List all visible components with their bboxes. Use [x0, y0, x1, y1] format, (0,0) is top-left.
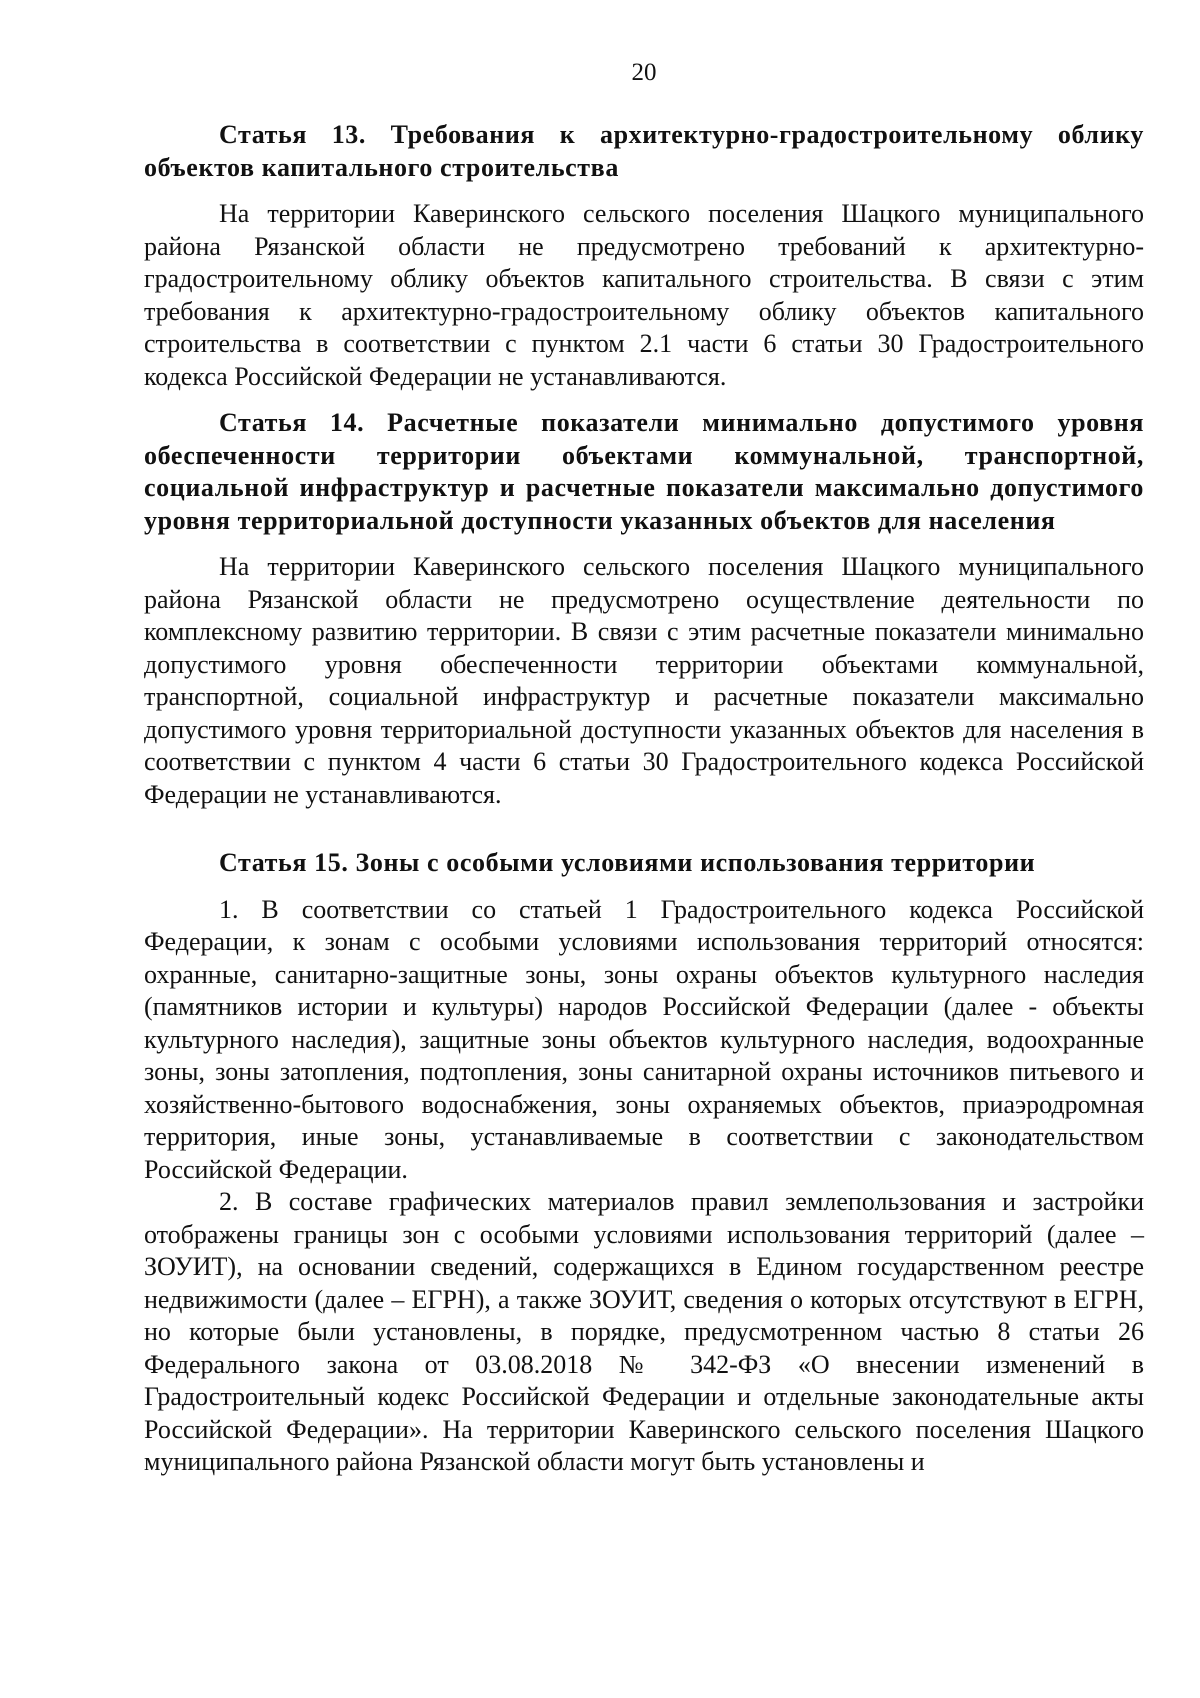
page-number: 20	[631, 59, 657, 86]
article-13-paragraph: На территории Каверинского сельского поселения Шацкого муниципального района Рязанской области не предусмотрено требований к архитектурно-градостроительному облику объектов капитального строительства. В связи с этим требования к архитектурно-градостроительному облику объектов капитального строительства в соответствии с пунктом 2.1 части 6 статьи 30 Градостроительного кодекса Российской Федерации не устанавливаются.	[144, 199, 1144, 391]
article-14	[144, 407, 1144, 811]
article-13-heading: Статья 13. Требования к архитектурно-градостроительному облику объектов капитального строительства	[144, 120, 1144, 182]
article-15-paragraph-2: 2. В составе графических материалов правил землепользования и застройки отображены границы зон с особыми условиями использования территорий (далее – ЗОУИТ), на основании сведений, содержащихся в Едином государственном реестре недвижимости (далее – ЕГРН), а также ЗОУИТ, сведения о которых отсутствуют в ЕГРН, но которые были установлены, в порядке, предусмотренном частью 8 статьи 26 Федерального закона от 03.08.2018 № 342-ФЗ «О внесении изменений в Градостроительный кодекс Российской Федерации и отдельные законодательные акты Российской Федерации». На территории Каверинского сельского поселения Шацкого муниципального района Рязанской области могут быть установлены и	[144, 1187, 1144, 1476]
article-14-heading: Статья 14. Расчетные показатели минимально допустимого уровня обеспеченности территории объектами коммунальной, транспортной, социальной инфраструктур и расчетные показатели максимально допустимого уровня территориальной доступности указанных объектов для населения	[144, 408, 1144, 535]
article-15-heading: Статья 15. Зоны с особыми условиями использования территории	[219, 848, 1036, 877]
article-15	[144, 847, 1144, 1479]
article-14-paragraph: На территории Каверинского сельского поселения Шацкого муниципального района Рязанской области не предусмотрено осуществление деятельности по комплексному развитию территории. В связи с этим расчетные показатели минимально допустимого уровня обеспеченности территории объектами коммунальной, транспортной, социальной инфраструктур и расчетные показатели максимально допустимого уровня территориальной доступности указанных объектов для населения в соответствии с пунктом 4 части 6 статьи 30 Градостроительного кодекса Российской Федерации не устанавливаются.	[144, 552, 1144, 809]
article-13	[144, 119, 1144, 393]
article-15-paragraph-1: 1. В соответствии со статьей 1 Градостроительного кодекса Российской Федерации, к зонам с особыми условиями использования территорий относятся: охранные, санитарно-защитные зоны, зоны охраны объектов культурного наследия (памятников истории и культуры) народов Российской Федерации (далее - объекты культурного наследия), защитные зоны объектов культурного наследия, водоохранные зоны, зоны затопления, подтопления, зоны санитарной охраны источников питьевого и хозяйственно-бытового водоснабжения, зоны охраняемых объектов, приаэродромная территория, иные зоны, устанавливаемые в соответствии с законодательством Российской Федерации.	[144, 894, 1144, 1184]
document-body	[144, 119, 1144, 1479]
